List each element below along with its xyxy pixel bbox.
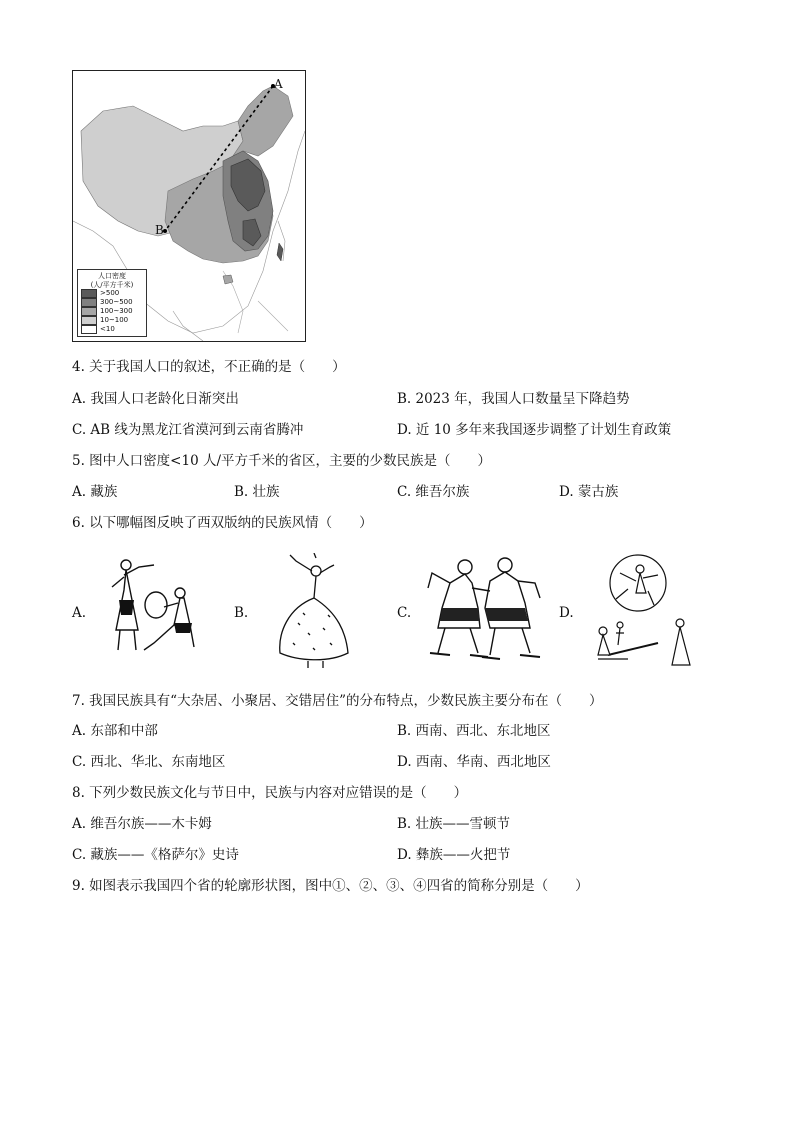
q7-option-b[interactable]: B. 西南、西北、东北地区	[397, 723, 551, 739]
q4-stem: 4. 关于我国人口的叙述，不正确的是（ ）	[72, 359, 346, 375]
legend-unit: (人/平方千米)	[90, 280, 134, 289]
q6-label-a[interactable]: A.	[72, 605, 87, 621]
q6-image-b[interactable]	[268, 553, 358, 668]
legend-item: >500	[81, 289, 143, 298]
q8-option-b[interactable]: B. 壮族——雪顿节	[397, 816, 511, 832]
legend-item: 10~100	[81, 316, 143, 325]
q6-label-c[interactable]: C.	[397, 605, 412, 621]
q6-image-a[interactable]	[94, 555, 204, 665]
map-legend	[77, 269, 147, 337]
q4-option-b[interactable]: B. 2023 年，我国人口数量呈下降趋势	[397, 391, 630, 407]
q7-stem: 7. 我国民族具有“大杂居、小聚居、交错居住”的分布特点，少数民族主要分布在（ ）	[72, 693, 603, 709]
q9-stem: 9. 如图表示我国四个省的轮廓形状图，图中①、②、③、④四省的简称分别是（ ）	[72, 878, 589, 894]
q5-option-b[interactable]: B. 壮族	[234, 484, 280, 500]
map-point-a-label: A	[274, 77, 283, 91]
q4-option-a[interactable]: A. 我国人口老龄化日渐突出	[72, 391, 239, 407]
q7-option-c[interactable]: C. 西北、华北、东南地区	[72, 754, 226, 770]
q6-label-b[interactable]: B.	[234, 605, 249, 621]
q8-option-c[interactable]: C. 藏族——《格萨尔》史诗	[72, 847, 239, 863]
legend-item: <10	[81, 325, 143, 334]
q6-stem: 6. 以下哪幅图反映了西双版纳的民族风情（ ）	[72, 515, 373, 531]
q6-image-c[interactable]	[420, 553, 545, 665]
legend-item: 300~500	[81, 298, 143, 307]
q8-option-d[interactable]: D. 彝族——火把节	[397, 847, 511, 863]
q7-option-a[interactable]: A. 东部和中部	[72, 723, 158, 739]
legend-title: 人口密度	[98, 272, 126, 280]
legend-item: 100~300	[81, 307, 143, 316]
q6-image-d[interactable]	[588, 553, 698, 673]
q5-option-d[interactable]: D. 蒙古族	[559, 484, 619, 500]
q4-option-d[interactable]: D. 近 10 多年来我国逐步调整了计划生育政策	[397, 422, 672, 438]
map-point-b-label: B	[155, 223, 164, 237]
q5-option-a[interactable]: A. 藏族	[72, 484, 118, 500]
q8-option-a[interactable]: A. 维吾尔族——木卡姆	[72, 816, 212, 832]
q6-label-d[interactable]: D.	[559, 605, 574, 621]
q5-option-c[interactable]: C. 维吾尔族	[397, 484, 470, 500]
population-density-map	[72, 70, 306, 342]
q4-option-c[interactable]: C. AB 线为黑龙江省漠河到云南省腾冲	[72, 422, 304, 438]
q8-stem: 8. 下列少数民族文化与节日中，民族与内容对应错误的是（ ）	[72, 785, 468, 801]
q5-stem: 5. 图中人口密度<10 人/平方千米的省区，主要的少数民族是（ ）	[72, 453, 492, 469]
q7-option-d[interactable]: D. 西南、华南、西北地区	[397, 754, 551, 770]
